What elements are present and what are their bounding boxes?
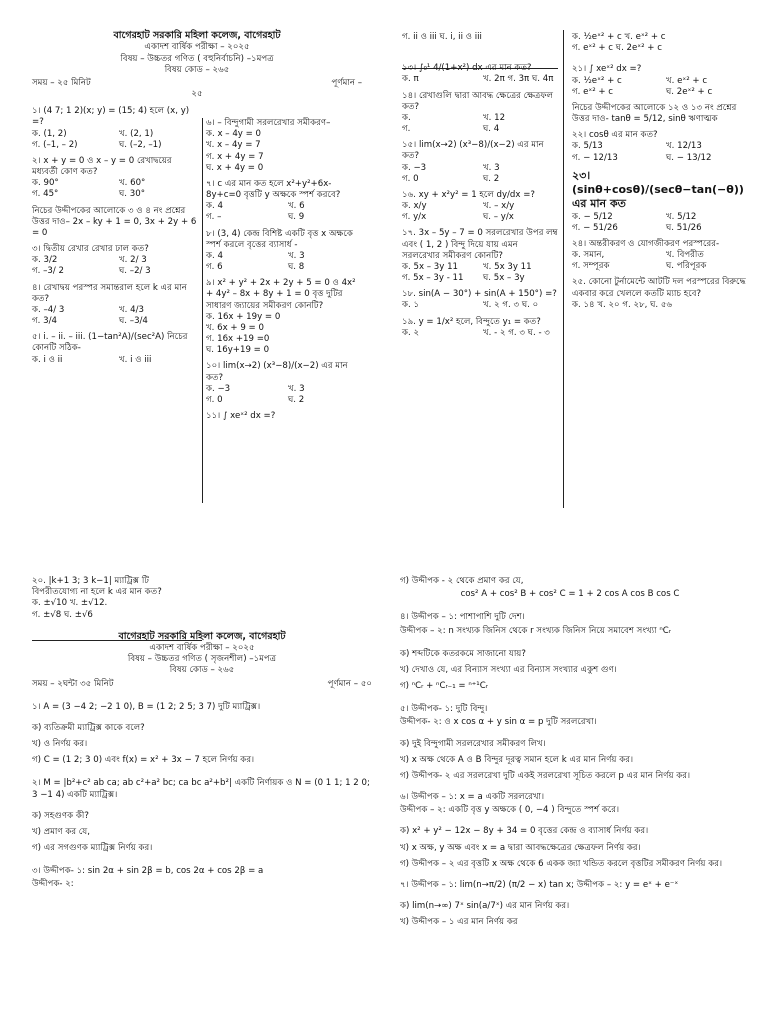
text-line: খ. 3 xyxy=(288,383,305,394)
text-line: ১৭. 3x – 5y – 7 = 0 সরলরেখার উপর লম্ব এবং ( 1, 2 ) বিন্দু দিয়ে যায় এমন সরলরেখার সমীকরণ কোনটি? xyxy=(402,228,558,261)
text-line: গ) এর সগগুণক ম্যাট্রিক্স নির্ণয় কর। xyxy=(32,843,153,854)
text-line: ক. ½eˣ² + c xyxy=(572,75,622,86)
text-line: খ) x অক্ষ, y অক্ষ এবং x = a দ্বারা আবদ্ধক্ষেত্রের ক্ষেত্রফল নির্ণয় কর। xyxy=(400,842,641,853)
text-line: গ. 6 xyxy=(206,262,223,273)
text-line: ১। A = (3 −4 2; −2 1 0), B = (1 2; 2 5; 3 7) দুটি ম্যাট্রিক্স। xyxy=(32,701,261,712)
text-line: ক. ২ xyxy=(402,327,420,338)
text-line: ঘ. x + 4y = 0 xyxy=(206,162,264,173)
text-line: খ. 60° xyxy=(119,178,146,189)
question-item xyxy=(402,63,558,85)
crq-left-questions xyxy=(32,702,372,891)
text-line: ঘ. পরিপূরক xyxy=(666,261,707,272)
text-line: ঘ. 51/26 xyxy=(666,222,702,233)
subject-code: বিষয় কোড – ২৬৫ xyxy=(164,64,230,75)
mcq-meta xyxy=(32,78,362,89)
text-line: গ) উদ্দীপক – ২ এর বৃত্তটি x অক্ষ থেকে 6 একক জ্যা খন্ডিত করলে বৃত্তটির সমীকরণ নির্ণয় কর। xyxy=(400,858,723,869)
text-line: ১৮. sin(A − 30°) + sin(A + 150°) =? xyxy=(402,289,557,300)
text-line: খ. 5x 3y 11 xyxy=(483,261,532,272)
text-line: ৩। দ্বিতীয় রেখার রেখার ঢাল কত? xyxy=(32,244,149,255)
text-line: গ. 0 xyxy=(402,173,419,184)
question-item xyxy=(572,277,754,311)
text-line: cos² A + cos² B + cos² C = 1 + 2 cos A cos B cos C xyxy=(460,589,680,600)
row-divider xyxy=(402,68,558,69)
question-item xyxy=(402,190,558,224)
text-line: ঘ. 16y+19 = 0 xyxy=(206,345,270,356)
text-line: খ. বিপরীত xyxy=(666,250,704,261)
text-line: ৫। উদ্দীপক- ১: দুটি বিন্দু। xyxy=(400,704,488,715)
full-marks: পূর্ণমান – ৫০ xyxy=(327,678,372,689)
text-line: খ. 2π গ. 3π ঘ. 4π xyxy=(483,74,554,85)
text-line: ঘ. 9 xyxy=(288,212,305,223)
question-item xyxy=(32,283,200,328)
text-line: ক. 90° xyxy=(32,178,59,189)
section-divider xyxy=(32,640,202,641)
text-line: খ. 5/12 xyxy=(666,211,697,222)
text-line: ক. –4/ 3 xyxy=(32,304,65,315)
mcq-header xyxy=(32,30,362,76)
text-line: ১৯. y = 1/x² হলে, বিন্দুতে y₁ = কত? xyxy=(402,316,541,327)
answer-options-row: গ. eˣ² + c ঘ. 2eˣ² + c xyxy=(572,43,662,54)
text-line: ৮। (3, 4) কেন্দ্র বিশিষ্ট একটি বৃত্ত x অক্ষকে স্পর্শ করলে বৃত্তের ব্যাসার্ধ - xyxy=(206,228,353,250)
text-line: ক. i ও ii xyxy=(32,354,63,365)
text-line: ঘ. – y/x xyxy=(483,212,514,223)
text-line: ১১। ∫ xeˣ² dx =? xyxy=(206,411,276,422)
text-line: ৪। রেখাদ্বয় পরস্পর সমান্তরাল হলে k এর মান কত? xyxy=(32,282,187,304)
text-line: ২। x + y = 0 ও x – y = 0 রেখাদ্বয়ের মধ্যবর্তী কোণ কত? xyxy=(32,155,172,178)
text-line: ক) x² + y² − 12x − 8y + 34 = 0 বৃত্তের কেন্দ্র ও ব্যাসার্ধ নির্ণয় কর। xyxy=(400,826,649,837)
text-line: ক. −3 xyxy=(206,383,231,394)
text-line: ক. 3/2 xyxy=(32,255,58,266)
text-line: গ. 3/4 xyxy=(32,316,57,327)
crq-page-left xyxy=(32,576,372,1024)
exam-time: সময় – ২ঘন্টা ৩৫ মিনিট xyxy=(32,678,114,689)
question-item xyxy=(402,317,558,339)
text-line: খ. x – 4y = 7 xyxy=(206,140,261,151)
text-line: ক) ব্যতিক্রমী ম্যাট্রিক্স কাকে বলে? xyxy=(32,722,145,733)
text-line: খ. – x/y xyxy=(483,201,515,212)
text-line: গ. 5x – 3y - 11 xyxy=(402,273,464,284)
text-line: ৭। উদ্দীপক – ১: lim(n→π/2) (π/2 − x) tan x; উদ্দীপক – ২: y = eˣ + e⁻ˣ xyxy=(400,879,679,890)
column-divider xyxy=(563,30,564,508)
text-line: গ. xyxy=(402,124,411,135)
question-item xyxy=(206,278,364,356)
text-line: উদ্দীপক- ২: xyxy=(32,879,74,890)
text-line: গ. ±√8 ঘ. ±√6 xyxy=(32,609,93,620)
text-line: গ. − 12/13 xyxy=(572,152,618,163)
text-line: খ. ২ গ. ৩ ঘ. ০ xyxy=(483,300,539,311)
question-item xyxy=(206,361,364,406)
text-line: গ. 16x +19 =0 xyxy=(206,334,270,345)
answer-options-row: ক. ½eˣ² + c খ. eˣ² + c xyxy=(572,32,666,42)
text-line: ঘ. 30° xyxy=(119,189,146,200)
text-line: ক) সহগুণক কী? xyxy=(32,810,89,821)
text-line: গ. –3/ 2 xyxy=(32,266,64,277)
question-item xyxy=(206,118,364,174)
exam-time: সময় – ২৫ মিনিট xyxy=(32,77,91,88)
text-line: ১। (4 7; 1 2)(x; y) = (15; 4) হলে (x, y) =? xyxy=(32,106,190,128)
stimulus-text: নিচের উদ্দীপকের আলোকে ১২ ও ১৩ নং প্রশ্নের উত্তর দাও- tanθ = 5/12, sinθ ঋণাত্মক xyxy=(572,102,737,125)
text-line: ২৫. কোনো টুর্নামেন্টে আটটি দল পরস্পরের বিরুদ্ধে একবার করে খেললে কতটি ম্যাচ হবে? xyxy=(572,277,746,299)
text-line: ১৩। ∫₀¹ 4/(1+x²) dx এর মান কত? xyxy=(402,63,532,74)
text-line: খ. 3 xyxy=(288,250,305,261)
question-item xyxy=(572,239,754,273)
full-marks: পূর্ণমান – xyxy=(331,77,362,88)
text-line: ক. 5/13 xyxy=(572,141,603,152)
crq-right-questions xyxy=(400,576,740,928)
text-line: খ) x অক্ষ থেকে A ও B বিন্দুর দূরত্ব সমান হলে k এর মান নির্ণয় কর। xyxy=(400,754,634,765)
text-line: খ. 6 xyxy=(288,201,305,212)
text-line: ৭। c এর মান কত হলে x²+y²+6x-8y+c=0 বৃত্তটি y অক্ষকে স্পর্শ করবে? xyxy=(206,178,341,201)
mcq-column-3 xyxy=(402,32,558,510)
text-line: ৩। উদ্দীপক- ১: sin 2α + sin 2β = b, cos 2α + cos 2β = a xyxy=(32,866,264,877)
text-line: গ) উদ্দীপক- ২ এর সরলরেখা দুটি একই সরলরেখা সূচিত করলে p এর মান নির্ণয় কর। xyxy=(400,770,691,781)
question-item xyxy=(572,64,754,98)
text-line: গ) ⁿCᵣ + ⁿCᵣ₋₁ = ⁿ⁺¹Cᵣ xyxy=(400,681,488,692)
text-line: ২৩। (sinθ+cosθ)/(secθ−tan(−θ)) এর মান কত xyxy=(572,168,744,211)
text-line: ঘ. − 13/12 xyxy=(666,152,712,163)
text-line: ৬। উদ্দীপক – ১: x = a একটি সরলরেখা। xyxy=(400,792,545,803)
question-item xyxy=(572,130,754,164)
question-item xyxy=(32,156,200,201)
subject-name: বিষয় – উচ্চতর গণিত ( সৃজনশীল) –১মপত্র xyxy=(127,654,277,665)
mcq-column-2 xyxy=(206,118,364,510)
crq-page-right xyxy=(400,576,740,1024)
text-line: গ. (–1, – 2) xyxy=(32,139,78,150)
text-line: ঘ. 5x – 3y xyxy=(483,273,525,284)
text-line: ১০। lim(x→2) (x³−8)/(x−2) এর মান কত? xyxy=(206,361,348,383)
text-line: গ. y/x xyxy=(402,212,427,223)
text-line: গ. 45° xyxy=(32,189,59,200)
text-line: ১৬. xy + x²y² = 1 হলে dy/dx =? xyxy=(402,189,535,200)
question-item xyxy=(572,169,754,234)
text-line: ক. ±√10 খ. ±√12. xyxy=(32,598,108,609)
exam-name: একাদশ বার্ষিক পরীক্ষা – ২০২৫ xyxy=(144,42,250,53)
text-line: গ) উদ্দীপক - ২ থেকে প্রমাণ কর যে, xyxy=(400,576,524,586)
text-line: ২। M = |b²+c² ab ca; ab c²+a² bc; ca bc a²+b²| একটি নির্ণায়ক ও N = (0 1 1; 1 2 0; 3 −1 4) একটি ম্যাট্রিক্স। xyxy=(32,778,370,800)
text-line: গ. x + 4y = 7 xyxy=(206,151,264,162)
text-line: ঘ. 4 xyxy=(483,124,500,135)
text-line: ক. সমান, xyxy=(572,250,605,261)
mcq-column-4 xyxy=(572,32,754,510)
college-name: বাগেরহাট সরকারি মহিলা কলেজ, বাগেরহাট xyxy=(118,630,286,642)
text-line: ক. x/y xyxy=(402,201,427,212)
text-line: খ. i ও iii xyxy=(119,354,152,365)
text-line: ক. 4 xyxy=(206,250,223,261)
college-name: বাগেরহাট সরকারি মহিলা কলেজ, বাগেরহাট xyxy=(113,30,281,41)
text-line: খ) উদ্দীপক – ১ এর মান নির্ণয় কর xyxy=(400,917,518,928)
question-item xyxy=(402,91,558,136)
leftover-mcq-20 xyxy=(32,576,202,621)
crq-meta xyxy=(32,679,372,690)
text-line: খ. 6x + 9 = 0 xyxy=(206,322,264,333)
text-line: ক) lim(n→∞) 7ˣ sin(a/7ˣ) এর মান নির্ণয় কর। xyxy=(400,901,570,912)
text-line: ঘ. 2 xyxy=(483,173,500,184)
question-list xyxy=(32,106,200,366)
text-line: গ. eˣ² + c xyxy=(572,86,614,97)
text-line: ক. x – 4y = 0 xyxy=(206,129,262,140)
text-line: ঘ. –3/4 xyxy=(119,316,148,327)
text-line: গ. − 51/26 xyxy=(572,222,618,233)
question-item: গ. ii ও iii ঘ. i, ii ও iii xyxy=(402,32,482,42)
text-line: খ) দেখাও যে, এর বিন্যাস সংখ্যা এর বিন্যাস সংখ্যার একুশ গুণ। xyxy=(400,664,617,675)
text-line: বিপরীতযোগ্য না হলে k এর মান কত? xyxy=(32,587,162,598)
subject-name: বিষয় – উচ্চতর গণিত ( বহুনির্বাচনি) –১মপত্র xyxy=(120,53,274,64)
mcq-page xyxy=(0,0,768,510)
text-line: ক. (1, 2) xyxy=(32,128,67,139)
text-line: ঘ. –2/ 3 xyxy=(119,266,151,277)
text-line: খ. - ২ গ. ৩ ঘ. - ৩ xyxy=(483,327,550,338)
text-line: ৫। i. – ii. – iii. (1−tan²A)/(sec²A) নিচের কোনটি সঠিক- xyxy=(32,332,188,354)
text-line: ২০. |k+1 3; 3 k−1| ম্যাট্রিক্স টি xyxy=(32,576,149,586)
text-line: ৪। উদ্দীপক – ১: পাশাপাশি দুটি দেশ। xyxy=(400,612,525,623)
text-line: খ. 12/13 xyxy=(666,141,702,152)
text-line: ১৪। রেখাগুলি দ্বারা আবদ্ধ ক্ষেত্রের ক্ষেত্রফল কত? xyxy=(402,90,554,112)
text-line: গ) C = (1 2; 3 0) এবং f(x) = x² + 3x − 7 হলে নির্ণয় কর। xyxy=(32,755,255,766)
question-item xyxy=(32,244,200,278)
question-item xyxy=(32,332,200,366)
text-line: ক. xyxy=(402,112,411,123)
text-line: খ) ও নির্ণয় কর। xyxy=(32,739,88,750)
text-line: ১৫। lim(x→2) (x³−8)/(x−2) এর মান কত? xyxy=(402,140,544,162)
text-line: ঘ. 2eˣ² + c xyxy=(666,86,713,97)
text-line: গ. 0 xyxy=(206,394,223,405)
text-line: উদ্দীপক – ২: একটি বৃত্ত y অক্ষকে ( 0, −4 ) বিন্দুতে স্পর্শ করে। xyxy=(400,805,620,816)
text-line: উদ্দীপক- ২: ও x cos α + y sin α = p দুটি সরলরেখা। xyxy=(400,717,597,728)
text-line: ঘ. (–2, –1) xyxy=(119,139,162,150)
text-line: ক. ১ xyxy=(402,300,420,311)
text-line: ২১। ∫ xeˣ² dx =? xyxy=(572,64,642,75)
subject-code: বিষয় কোড – ২৬৫ xyxy=(169,665,235,676)
exam-name: একাদশ বার্ষিক পরীক্ষা – ২০২৫ xyxy=(149,643,255,654)
text-line: খ. 4/3 xyxy=(119,304,144,315)
text-line: খ. 2/ 3 xyxy=(119,255,147,266)
text-line: ঘ. 8 xyxy=(288,262,305,273)
text-line: খ) প্রমাণ কর যে, xyxy=(32,826,90,837)
text-line: ক. 5x – 3y 11 xyxy=(402,261,459,272)
text-line: ক) শব্দটিকে কতরকমে সাজানো যায়? xyxy=(400,648,526,659)
question-item xyxy=(206,179,364,224)
question-item xyxy=(206,411,364,422)
question-item xyxy=(206,229,364,274)
question-item xyxy=(402,228,558,284)
text-line: ৬। – বিন্দুগামী সরলরেখার সমীকরণ– xyxy=(206,118,331,128)
text-line: ক. −3 xyxy=(402,162,427,173)
text-line: ক. 16x + 19y = 0 xyxy=(206,311,281,322)
text-line: খ. 3 xyxy=(483,162,500,173)
text-line: ২৪। অন্তরীকরণ ও যোগজীকরণ পরস্পরের- xyxy=(572,238,720,249)
text-line: ক. 4 xyxy=(206,201,223,212)
text-line: খ. (2, 1) xyxy=(119,128,154,139)
question-item xyxy=(32,106,200,151)
text-line: খ. 12 xyxy=(483,112,506,123)
text-line: খ. eˣ² + c xyxy=(666,75,708,86)
text-line: উদ্দীপক – ২: n সংখ্যক জিনিস থেকে r সংখ্যক জিনিস নিয়ে সমাবেশ সংখ্যা ⁿCᵣ xyxy=(400,625,672,636)
text-line: গ. সম্পূরক xyxy=(572,261,610,272)
full-marks-value: ২৫ xyxy=(191,89,203,100)
text-line: ২২। cosθ এর মান কত? xyxy=(572,130,658,141)
text-line: ক. − 5/12 xyxy=(572,211,613,222)
text-line: ৯। x² + y² + 2x + 2y + 5 = 0 ও 4x² + 4y² – 8x + 8y + 1 = 0 বৃত্ত দুটির সাধারণ জ্যায়ের সমীকরণ কোনটি? xyxy=(206,278,356,311)
crq-header xyxy=(32,631,372,677)
text-line: ঘ. 2 xyxy=(288,394,305,405)
column-divider xyxy=(202,118,203,503)
question-item xyxy=(402,289,558,311)
text-line: ক) দুই বিন্দুগামী সরলরেখার সমীকরণ লিখ। xyxy=(400,738,546,749)
text-line: গ. – xyxy=(206,212,222,223)
stimulus-text: নিচের উদ্দীপকের আলোকে ৩ ও ৪ নং প্রশ্নের উত্তর দাও– 2x – ky + 1 = 0, 3x + 2y + 6 = 0 xyxy=(32,205,197,238)
text-line: ক. ১৪ খ. ২০ গ. ২৮, ঘ. ৫৬ xyxy=(572,299,673,310)
text-line: ক. π xyxy=(402,74,419,85)
question-item xyxy=(402,140,558,185)
